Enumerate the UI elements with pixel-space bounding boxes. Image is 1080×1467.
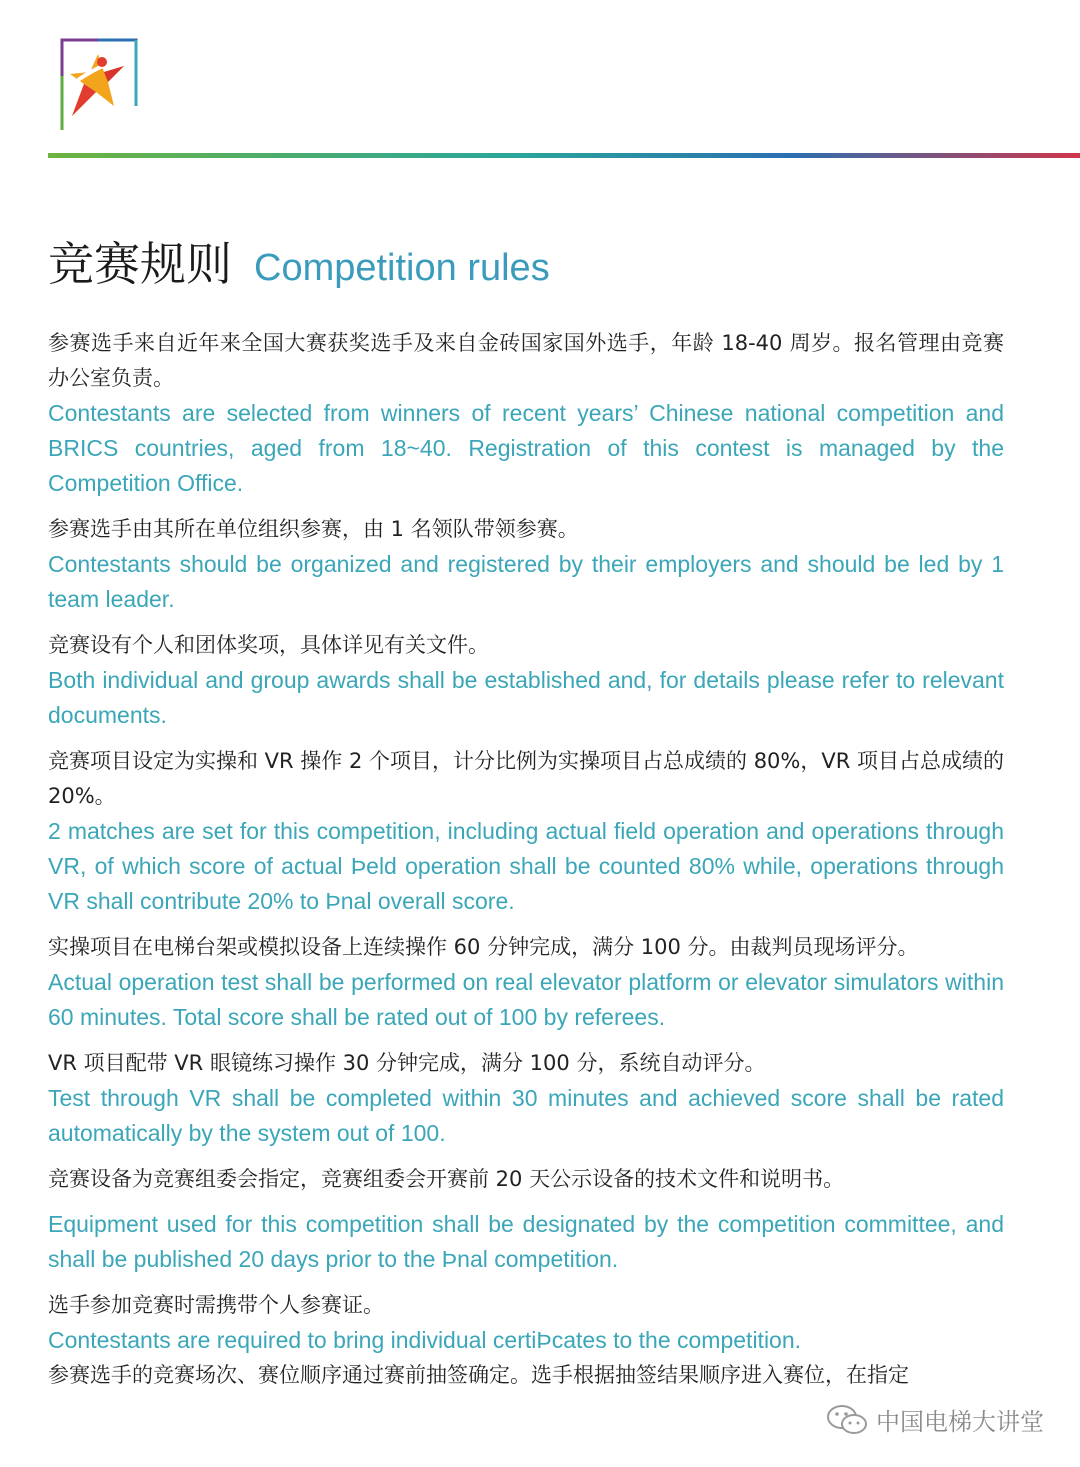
rule-item (48, 1358, 1004, 1393)
rule-text-zh: 参赛选手由其所在单位组织参赛，由 1 名领队带领参赛。 (48, 517, 579, 541)
watermark-text: 中国电梯大讲堂 (876, 1408, 1044, 1436)
wechat-icon (826, 1403, 868, 1437)
rule-text-en: Contestants are required to bring individual certiÞcates to the competition. (48, 1327, 802, 1353)
rule-item (48, 1288, 1004, 1358)
rule-text-zh: 参赛选手的竞赛场次、赛位顺序通过赛前抽签确定。选手根据抽签结果顺序进入赛位，在指定 (48, 1363, 909, 1387)
rule-text-zh: 选手参加竞赛时需携带个人参赛证。 (48, 1293, 384, 1317)
rule-text-zh: 竞赛设有个人和团体奖项，具体详见有关文件。 (48, 633, 489, 657)
rule-item (48, 628, 1004, 733)
page-title-zh: 竞赛规则 (48, 237, 232, 291)
rule-item (48, 930, 1004, 1035)
rule-text-en: Equipment used for this competition shall be designated by the competition committee, and shall be published 20 days prior to the Þnal competition. (48, 1211, 1004, 1272)
rule-text-en: Actual operation test shall be performed on real elevator platform or elevator simulators within 60 minutes. Total score shall be rated out of 100 by referees. (48, 969, 1004, 1030)
rule-item (48, 744, 1004, 919)
rule-text-zh: 竞赛项目设定为实操和 VR 操作 2 个项目，计分比例为实操项目占总成绩的 80%，VR 项目占总成绩的 20%。 (48, 749, 1004, 808)
star-frame-logo-icon (58, 36, 140, 132)
rule-text-zh: 实操项目在电梯台架或模拟设备上连续操作 60 分钟完成，满分 100 分。由裁判员现场评分。 (48, 935, 919, 959)
rule-item (48, 1162, 1004, 1277)
rule-text-en: Contestants should be organized and registered by their employers and should be led by 1 team leader. (48, 551, 1004, 612)
rule-item (48, 1046, 1004, 1151)
rule-text-en: Test through VR shall be completed within 30 minutes and achieved score shall be rated automatically by the system out of 100. (48, 1085, 1004, 1146)
rule-text-en: Both individual and group awards shall be established and, for details please refer to relevant documents. (48, 667, 1004, 728)
rule-text-en: Contestants are selected from winners of recent years’ Chinese national competition and BRICS countries, aged from 18~40. Registration of this contest is managed by the Competition Office. (48, 400, 1004, 496)
page-title (48, 228, 550, 294)
header-divider (48, 153, 1080, 158)
rules-list (48, 326, 1004, 1404)
rule-text-zh: 参赛选手来自近年来全国大赛获奖选手及来自金砖国家国外选手，年龄 18-40 周岁。报名管理由竞赛办公室负责。 (48, 331, 1004, 390)
rule-text-zh: 竞赛设备为竞赛组委会指定，竞赛组委会开赛前 20 天公示设备的技术文件和说明书。 (48, 1167, 845, 1191)
rule-text-zh: VR 项目配带 VR 眼镜练习操作 30 分钟完成，满分 100 分，系统自动评分。 (48, 1051, 766, 1075)
watermark (826, 1402, 1044, 1437)
rule-item (48, 326, 1004, 501)
rule-text-en: 2 matches are set for this competition, including actual field operation and operations through VR, of which score of actual Þeld operation shall be counted 80% while, operations through VR shall contribute 20% to Þnal overall score. (48, 818, 1004, 914)
rule-item (48, 512, 1004, 617)
page-title-en: Competition rules (254, 247, 550, 289)
